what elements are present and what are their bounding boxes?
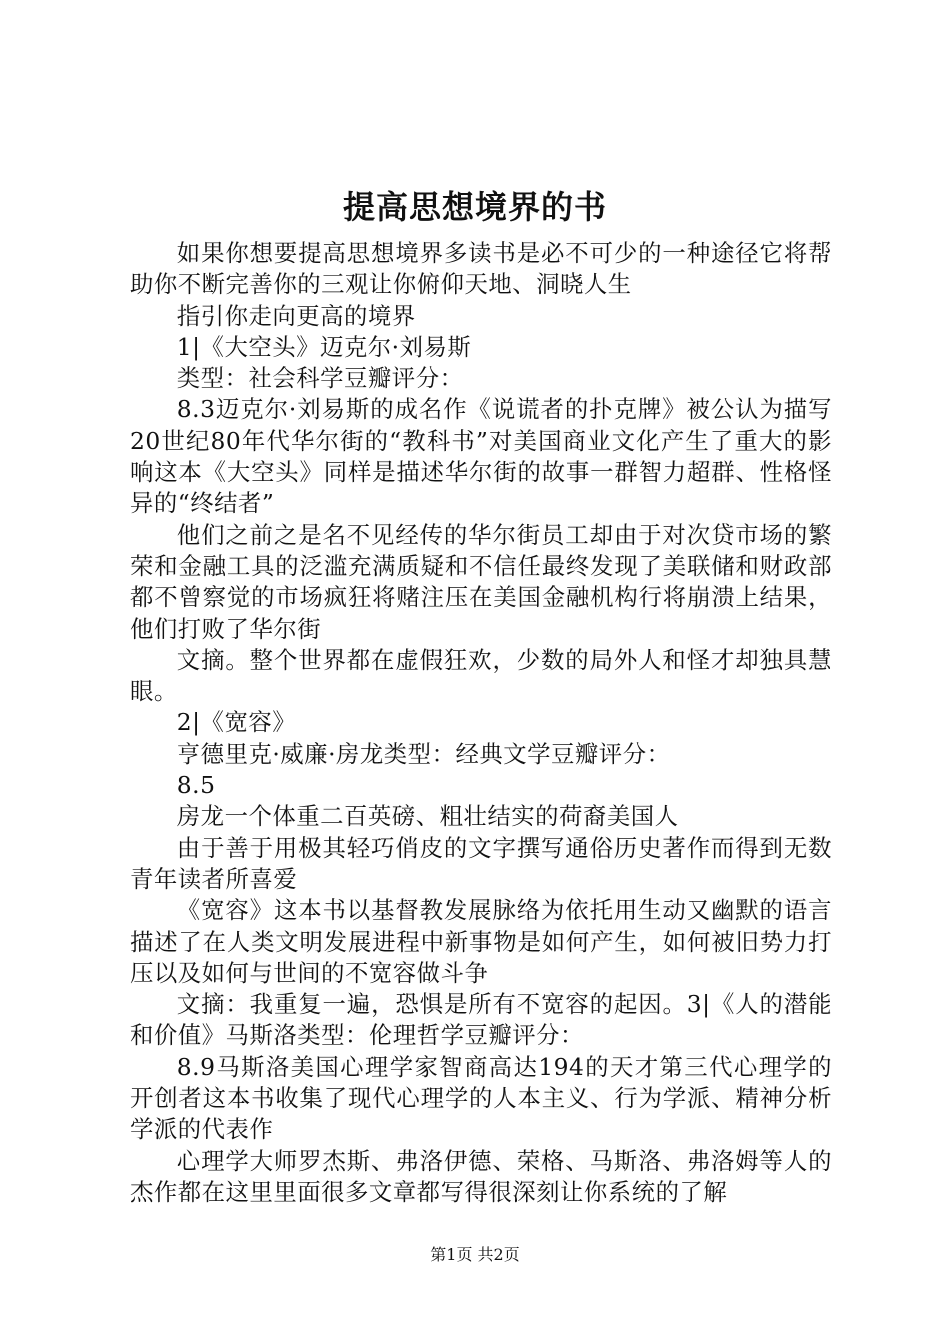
paragraph: 1|《大空头》迈克尔·刘易斯 <box>176 332 472 361</box>
paragraph: 他们之前之是名不见经传的华尔街员工却由于对次贷市场的繁荣和金融工具的泛滥充满质疑和不信任最终发现了美联储和财政部都不曾察觉的市场疯狂将赌注压在美国金融机构行将崩溃上结果，他们打败了华尔街 <box>130 520 832 643</box>
paragraph: 文摘。整个世界都在虚假狂欢，少数的局外人和怪才却独具慧眼。 <box>130 645 832 706</box>
paragraph: 如果你想要提高思想境界多读书是必不可少的一种途径它将帮助你不断完善你的三观让你俯仰天地、洞晓人生 <box>130 239 832 299</box>
paragraph: 2|《宽容》 <box>176 708 297 737</box>
document-body <box>130 238 832 1208</box>
paragraph: 指引你走向更高的境界 <box>176 301 416 330</box>
paragraph: 房龙一个体重二百英磅、粗壮结实的荷裔美国人 <box>176 802 679 831</box>
paragraph: 文摘：我重复一遍，恐惧是所有不宽容的起因。3|《人的潜能和价值》马斯洛类型：伦理哲学豆瓣评分： <box>130 990 832 1050</box>
document-title: 提高思想境界的书 <box>342 188 607 226</box>
paragraph: 由于善于用极其轻巧俏皮的文字撰写通俗历史著作而得到无数青年读者所喜爱 <box>130 833 832 893</box>
paragraph: 心理学大师罗杰斯、弗洛伊德、荣格、马斯洛、弗洛姆等人的杰作都在这里里面很多文章都写得很深刻让你系统的了解 <box>130 1146 832 1206</box>
paragraph: 亨德里克·威廉·房龙类型：经典文学豆瓣评分： <box>176 739 671 768</box>
paragraph: 《宽容》这本书以基督教发展脉络为依托用生动又幽默的语言描述了在人类文明发展进程中新事物是如何产生，如何被旧势力打压以及如何与世间的不宽容做斗争 <box>130 896 832 987</box>
paragraph: 8.9马斯洛美国心理学家智商高达194的天才第三代心理学的开创者这本书收集了现代心理学的人本主义、行为学派、精神分析学派的代表作 <box>130 1052 832 1144</box>
paragraph: 8.5 <box>176 771 216 800</box>
paragraph: 8.3迈克尔·刘易斯的成名作《说谎者的扑克牌》被公认为描写20世纪80年代华尔街的“教科书”对美国商业文化产生了重大的影响这本《大空头》同样是描述华尔街的故事一群智力超群、性格怪异的“终结者” <box>130 395 832 518</box>
paragraph: 类型：社会科学豆瓣评分： <box>176 364 464 393</box>
page-footer: 第1页 共2页 <box>430 1245 520 1264</box>
